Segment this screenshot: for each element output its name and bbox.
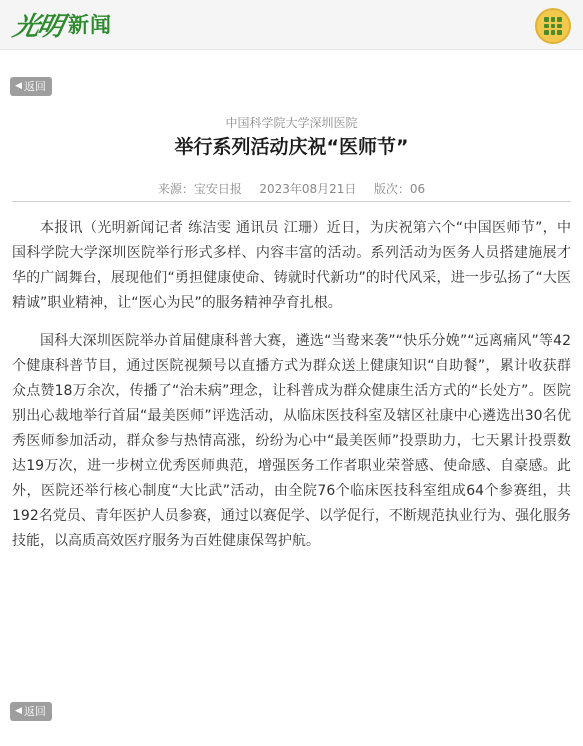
article-paragraph: 本报讯（光明新闻记者 练洁雯 通讯员 江珊）近日，为庆祝第六个“中国医师节”，中国科学院大学深圳医院举行形式多样、内容丰富的活动。系列活动为医务人员搭建施展才华的广阔舞台，展现他们“勇担健康使命、铸就时代新功”的时代风采，进一步弘扬了“大医精诚”职业精神，让“医心为民”的服务精神孕育扎根。 xyxy=(12,220,571,311)
article-edition: 版次：06 xyxy=(373,182,426,196)
guangming-news-logo[interactable] xyxy=(10,8,113,42)
back-button-top[interactable] xyxy=(10,77,52,96)
logo-news-text: 新闻 xyxy=(68,12,113,37)
back-arrow-icon: ◀ xyxy=(15,81,22,91)
article-meta xyxy=(0,180,583,197)
top-header xyxy=(0,0,583,50)
article-paragraph: 国科大深圳医院举办首届健康科普大赛，遴选“当鸯来袭”“快乐分娩”“远离痛风”等42个健康科普节目，通过医院视频号以直播方式为群众送上健康知识“自助餐”，累计收获群众点赞18万余次，传播了“治未病”理念，让科普成为群众健康生活方式的“长处方”。医院别出心裁地举行首届“最美医师”评选活动，从临床医技科室及辖区社康中心遴选出30名优秀医师参加活动，群众参与热情高涨，纷纷为心中“最美医师”投票助力，七天累计投票数达19万次，进一步树立优秀医师典范，增强医务工作者职业荣誉感、使命感、自豪感。此外，医院还举行核心制度“大比武”活动，由全院76个临床医技科室组成64个参赛组，共192名党员、青年医护人员参赛，通过以赛促学、以学促行，不断规范执业行为、强化服务技能，以高质高效医疗服务为百姓健康保驾护航。 xyxy=(12,333,571,549)
logo-brush-text: 光明 xyxy=(10,11,65,42)
article-title: 举行系列活动庆祝“医师节” xyxy=(174,136,409,158)
back-label: 返回 xyxy=(23,80,46,93)
title-divider xyxy=(12,201,571,202)
back-label: 返回 xyxy=(23,705,46,718)
article-source: 来源：宝安日报 xyxy=(157,182,242,196)
article-body xyxy=(12,216,571,567)
back-button-bottom[interactable] xyxy=(10,702,52,721)
grid-icon xyxy=(544,17,562,35)
article-eyebrow: 中国科学院大学深圳医院 xyxy=(225,116,358,130)
menu-button[interactable] xyxy=(535,8,571,44)
back-arrow-icon: ◀ xyxy=(15,706,22,716)
article-date: 2023年08月21日 xyxy=(259,182,357,196)
